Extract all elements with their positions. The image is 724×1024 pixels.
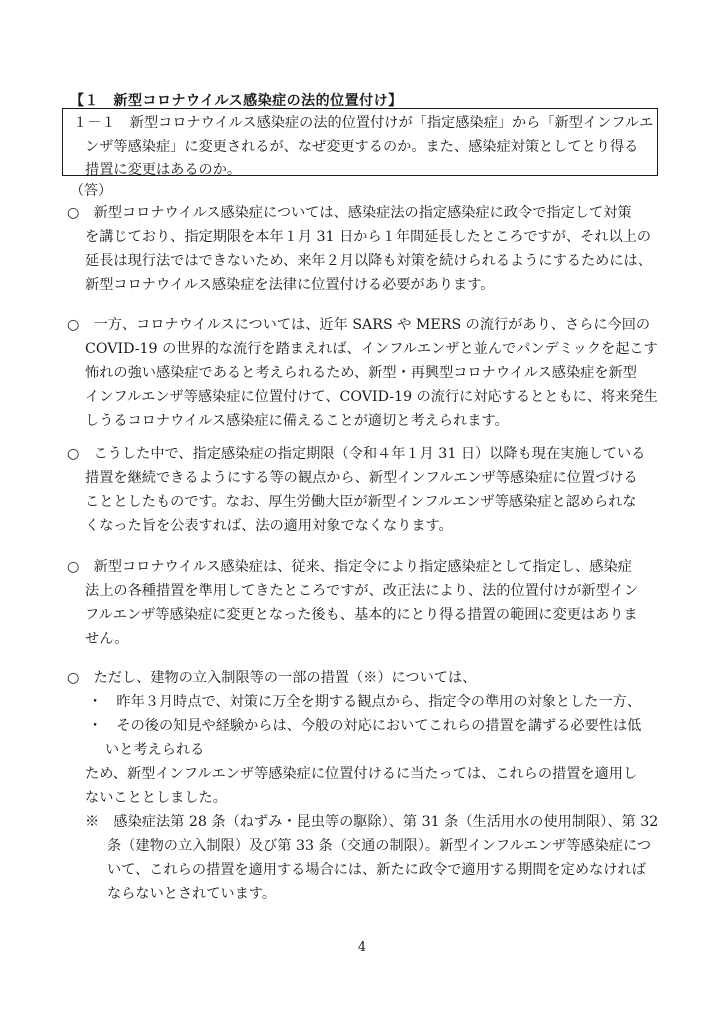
bullet-line: ・ その後の知見や経験からは、今般の対応においてこれらの措置を講ずる必要性は低 bbox=[88, 718, 642, 734]
paragraph-line: しうるコロナウイルス感染症に備えることが適切と考えられます。 bbox=[85, 413, 509, 429]
note-line: 条（建物の立入制限）及び第 33 条（交通の制限）。新型インフルエンザ等感染症につ bbox=[107, 838, 652, 854]
question-line: 措置に変更はあるのか。 bbox=[85, 162, 242, 178]
paragraph-line: ○ 一方、コロナウイルスについては、近年 SARS や MERS の流行があり、さらに今回の bbox=[67, 317, 651, 333]
paragraph-line: 新型コロナウイルス感染症を法律に位置付ける必要があります。 bbox=[85, 277, 495, 293]
answer-label: （答） bbox=[70, 183, 112, 199]
answer-paragraph bbox=[67, 666, 667, 906]
paragraph-line: こととしたものです。なお、厚生労働大臣が新型インフルエンザ等感染症と認められな bbox=[85, 494, 637, 510]
question-line: １－１ 新型コロナウイルス感染症の法的位置付けが「指定感染症」から「新型インフルエ bbox=[73, 115, 654, 131]
paragraph-line: くなった旨を公表すれば、法の適用対象でなくなります。 bbox=[85, 518, 453, 534]
answer-paragraph bbox=[67, 442, 667, 538]
paragraph-line: フルエンザ等感染症に変更となった後も、基本的にとり得る措置の範囲に変更はありま bbox=[85, 607, 638, 623]
page-number: 4 bbox=[357, 940, 367, 955]
note-line: ※ 感染症法第 28 条（ねずみ・昆虫等の駆除）、第 31 条（生活用水の使用制限）、第 32 bbox=[85, 814, 659, 830]
paragraph-line: ため、新型インフルエンザ等感染症に位置付けるに当たっては、これらの措置を適用し bbox=[85, 766, 638, 782]
question-box bbox=[62, 108, 658, 176]
paragraph-line: ○ 新型コロナウイルス感染症は、従来、指定令により指定感染症として指定し、感染症 bbox=[67, 559, 632, 575]
paragraph-line: COVID-19 の世界的な流行を踏まえれば、インフルエンザと並んでパンデミックを起こす bbox=[85, 341, 658, 357]
answer-paragraph bbox=[67, 555, 667, 651]
note-line: いて、これらの措置を適用する場合には、新たに政令で適用する期間を定めなければ bbox=[107, 862, 646, 878]
paragraph-line: 延長は現行法ではできないため、来年２月以降も対策を続けられるようにするためには、 bbox=[85, 253, 652, 269]
paragraph-line: ○ こうした中で、指定感染症の指定期限（令和４年１月 31 日）以降も現在実施している bbox=[67, 446, 646, 462]
paragraph-line: 怖れの強い感染症であると考えられるため、新型・再興型コロナウイルス感染症を新型 bbox=[85, 365, 637, 381]
answer-paragraph bbox=[67, 313, 667, 433]
paragraph-line: 法上の各種措置を準用してきたところですが、改正法により、法的位置付けが新型イン bbox=[85, 583, 639, 599]
paragraph-line: せん。 bbox=[85, 631, 129, 647]
paragraph-line: ○ 新型コロナウイルス感染症については、感染症法の指定感染症に政令で指定して対策 bbox=[67, 205, 632, 221]
paragraph-line: を講じており、指定期限を本年１月 31 日から１年間延長したところですが、それ以上の bbox=[85, 229, 652, 245]
bullet-line: ・ 昨年３月時点で、対策に万全を期する観点から、指定令の準用の対象とした一方、 bbox=[88, 694, 642, 710]
paragraph-line: インフルエンザ等感染症に位置付けて、COVID-19 の流行に対応するとともに、将来発生 bbox=[85, 389, 658, 405]
answer-paragraph bbox=[67, 201, 667, 297]
note-line: ならないとされています。 bbox=[107, 886, 277, 902]
bullet-line: いと考えられる bbox=[105, 742, 205, 758]
question-line: ンザ等感染症」に変更されるが、なぜ変更するのか。また、感染症対策としてとり得る bbox=[85, 138, 639, 155]
paragraph-line: ないこととしました。 bbox=[85, 790, 227, 806]
paragraph-line: ○ ただし、建物の立入制限等の一部の措置（※）については、 bbox=[67, 670, 477, 686]
section-heading: 【１ 新型コロナウイルス感染症の法的位置付け】 bbox=[70, 93, 403, 109]
paragraph-line: 措置を継続できるようにする等の観点から、新型インフルエンザ等感染症に位置づける bbox=[85, 470, 638, 486]
